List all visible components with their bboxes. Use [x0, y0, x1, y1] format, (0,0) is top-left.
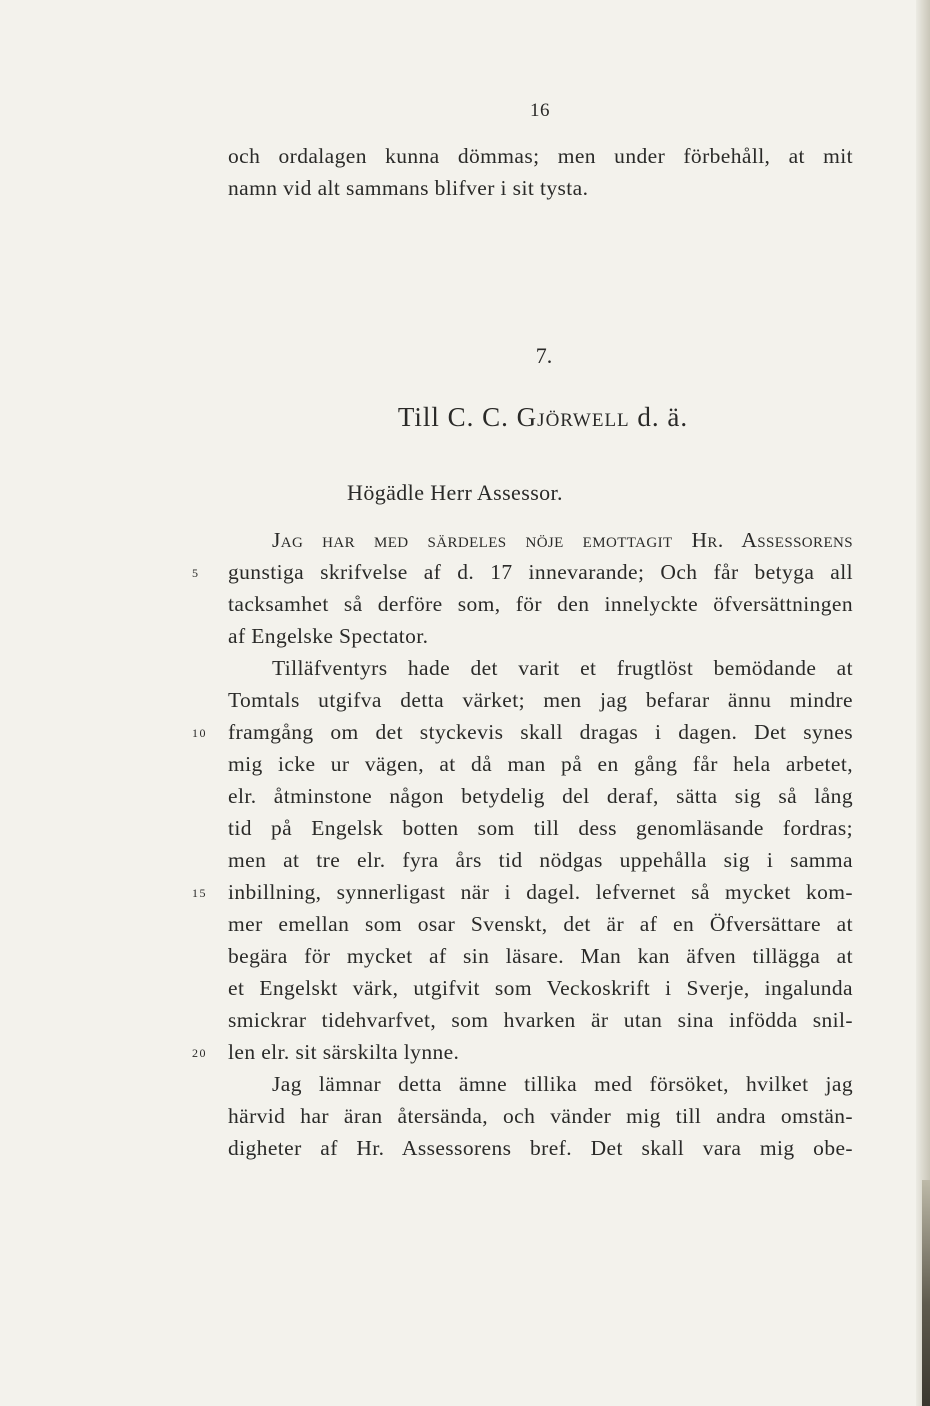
page-number: 16: [530, 100, 550, 121]
line-number: 10: [192, 726, 207, 740]
text-line: mig icke ur vägen, at då man på en gång får hela arbetet,: [228, 752, 853, 776]
text-line: digheter af Hr. Assessorens bref. Det skall vara mig obe-: [228, 1136, 853, 1160]
text-line: [192, 716, 853, 748]
line-number: 20: [192, 1046, 207, 1060]
heading-suffix: d. ä.: [629, 402, 689, 432]
text-line: tid på Engelsk botten som till dess genomläsande fordras;: [228, 816, 853, 840]
line-text: inbillning, synnerligast när i dagel. lefvernet så mycket kom-: [228, 880, 853, 904]
line-text: gunstiga skrifvelse af d. 17 innevarande; Och får betyga all: [228, 560, 853, 584]
text-line: et Engelskt värk, utgifvit som Veckoskrift i Sverje, ingalunda: [228, 976, 853, 1000]
text-line: smickrar tidehvarfvet, som hvarken är utan sina infödda snil-: [228, 1008, 853, 1032]
text-line: Jag lämnar detta ämne tillika med försöket, hvilket jag: [272, 1072, 853, 1096]
text-line: [192, 556, 853, 588]
letter-heading: [0, 402, 930, 433]
text-line: tacksamhet så derföre som, för den innelyckte öfversättningen: [228, 592, 853, 616]
salutation: Högädle Herr Assessor.: [347, 480, 563, 505]
line-number: 5: [192, 566, 200, 580]
text-line: men at tre elr. fyra års tid nödgas uppehålla sig i samma: [228, 848, 853, 872]
text-line: begära för mycket af sin läsare. Man kan äfven tillägga at: [228, 944, 853, 968]
text-line: namn vid alt sammans blifver i sit tysta.: [228, 176, 589, 200]
text-line: [192, 876, 853, 908]
letter-number: 7.: [535, 343, 553, 368]
text-line: Tilläfventyrs hade det varit et frugtlöst bemödande at: [272, 656, 853, 680]
text-line: [192, 1036, 853, 1068]
line-text: framgång om det styckevis skall dragas i dagen. Det synes: [228, 720, 853, 744]
page-edge-dark-strip: [922, 1180, 930, 1406]
heading-name: Gjörwell: [516, 402, 630, 432]
line-text: len elr. sit särskilta lynne.: [228, 1040, 460, 1064]
line-text: Jag har med särdeles nöje emottagit Hr. Assessorens: [272, 528, 853, 552]
text-line: mer emellan som osar Svenskt, det är af en Öfversättare at: [228, 912, 853, 936]
text-line: af Engelske Spectator.: [228, 624, 429, 648]
heading-prefix: Till C. C.: [397, 402, 517, 432]
text-line: Tomtals utgifva detta värket; men jag befarar ännu mindre: [228, 688, 853, 712]
text-line: [272, 524, 853, 556]
text-line: och ordalagen kunna dömmas; men under förbehåll, at mit: [228, 144, 853, 168]
text-line: härvid har äran återsända, och vänder mig till andra omstän-: [228, 1104, 853, 1128]
line-number: 15: [192, 886, 207, 900]
text-line: elr. åtminstone någon betydelig del deraf, sätta sig så lång: [228, 784, 853, 808]
